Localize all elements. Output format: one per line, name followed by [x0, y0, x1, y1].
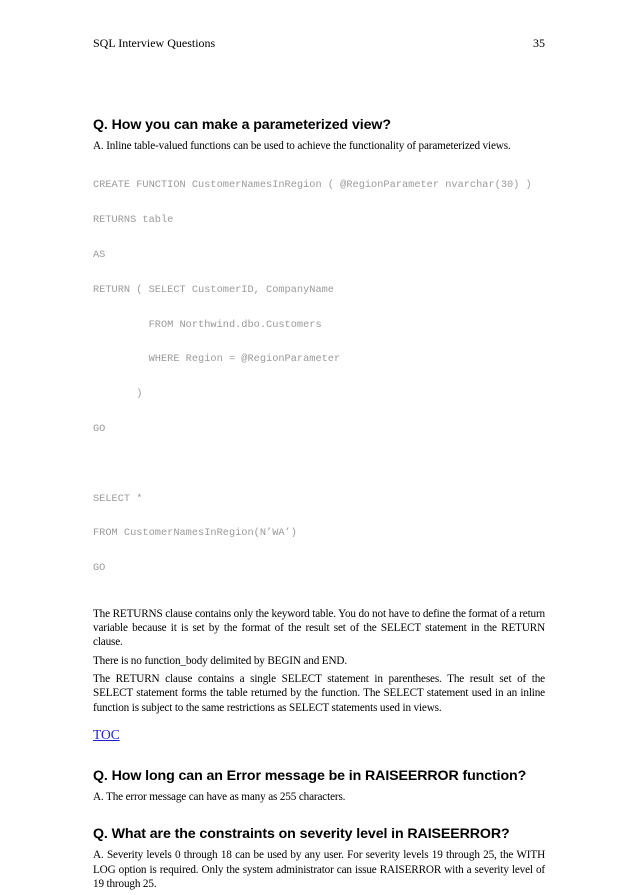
code-line: GO	[93, 562, 106, 575]
code-line: CREATE FUNCTION CustomerNamesInRegion ( @RegionParameter nvarchar(30) )	[93, 179, 532, 192]
document-page	[93, 0, 545, 890]
return-clause-paragraph: The RETURN clause contains a single SELECT statement in parentheses. The result set of the SELECT statement forms the table returned by the function. The SELECT statement used in an inline function is subject to the same restrictions as SELECT statements used in views.	[93, 673, 545, 714]
code-line: FROM Northwind.dbo.Customers	[93, 318, 322, 331]
header-title: SQL Interview Questions	[93, 36, 216, 50]
question-heading-severity-constraints: Q. What are the constraints on severity level in RAISEERROR?	[93, 826, 510, 843]
code-line: AS	[93, 249, 106, 262]
answer-severity-constraints: A. Severity levels 0 through 18 can be used by any user. For severity levels 19 through 25, the WITH LOG option is required. Only the system administrator can issue RAISERROR with a severity level of 19 through 25.	[93, 849, 545, 890]
code-line: )	[93, 388, 143, 401]
answer-error-message-length: A. The error message can have as many as 255 characters.	[93, 790, 346, 803]
code-line: WHERE Region = @RegionParameter	[93, 353, 341, 366]
page-number: 35	[533, 36, 545, 50]
page-header	[93, 36, 545, 50]
code-line	[93, 459, 545, 471]
code-line: GO	[93, 422, 106, 435]
toc-link[interactable]: TOC	[93, 726, 120, 742]
code-line: SELECT *	[93, 492, 143, 505]
code-line: RETURN ( SELECT CustomerID, CompanyName	[93, 283, 334, 296]
code-line: FROM CustomerNamesInRegion(N’WA’)	[93, 527, 297, 540]
code-block	[93, 157, 545, 598]
function-body-paragraph: There is no function_body delimited by BEGIN and END.	[93, 654, 347, 667]
returns-clause-paragraph: The RETURNS clause contains only the keyword table. You do not have to define the format of a return variable because it is set by the format of the result set of the SELECT statement in the RETURN clause.	[93, 607, 545, 649]
question-heading-error-message-length: Q. How long can an Error message be in RAISEERROR function?	[93, 767, 527, 784]
answer-intro: A. Inline table-valued functions can be used to achieve the functionality of parameterized views.	[93, 140, 511, 152]
question-heading-parameterized-view: Q. How you can make a parameterized view?	[93, 117, 391, 133]
code-line: RETURNS table	[93, 214, 174, 227]
page-content	[93, 117, 545, 895]
